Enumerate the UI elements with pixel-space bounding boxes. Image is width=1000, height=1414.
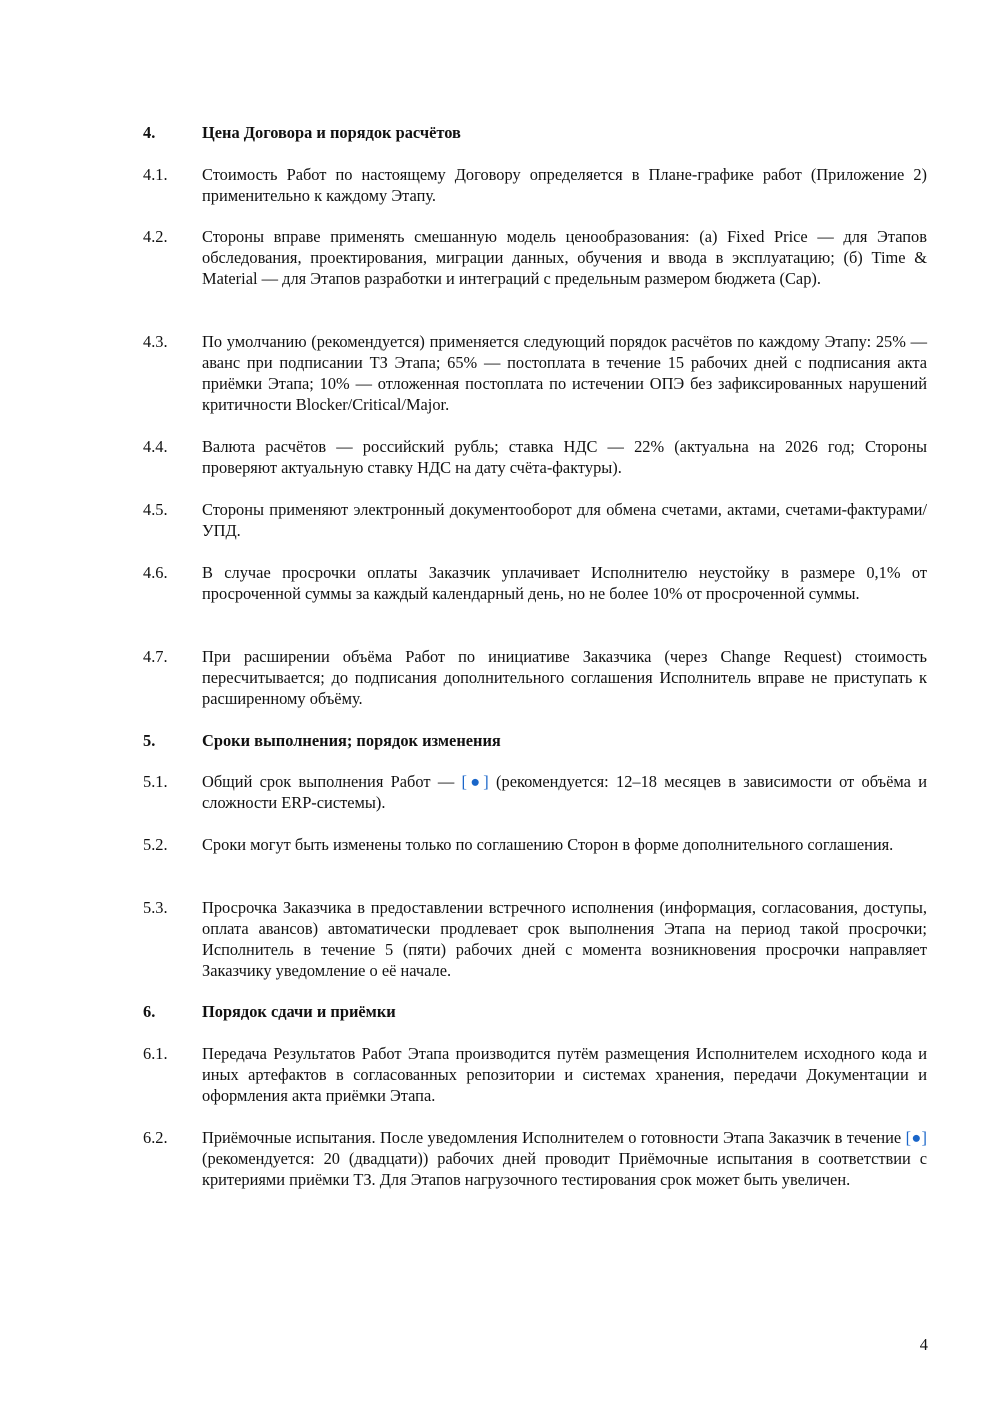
clause-text-before: Общий срок выполнения Работ — (202, 772, 462, 791)
clause-number: 4.2. (143, 227, 168, 246)
placeholder-marker: [●] (461, 772, 489, 791)
section-title: Сроки выполнения; порядок изменения (202, 731, 501, 750)
clause-text: По умолчанию (рекомендуется) применяется следующий порядок расчётов по каждому Этапу: 25% — аванс при подписании ТЗ Этапа; 65% — постоплата в течение 15 рабочих дней с подписания акта приёмки Этапа; 10% — отложенная постоплата по истечении ОПЭ без зафиксированных нарушений критичности Blocker/Critical/Major. (202, 332, 927, 414)
clause-text: Стороны применяют электронный документооборот для обмена счетами, актами, счетами-фактурами/УПД. (202, 500, 927, 540)
section-title: Порядок сдачи и приёмки (202, 1002, 396, 1021)
clause-text-before: Приёмочные испытания. После уведомления Исполнителем о готовности Этапа Заказчик в течение (202, 1128, 906, 1147)
page-number: 4 (919, 1335, 928, 1354)
clause-number: 6.2. (143, 1128, 168, 1147)
clause-text: Сроки могут быть изменены только по соглашению Сторон в форме дополнительного соглашения. (202, 835, 894, 854)
clause-text: Просрочка Заказчика в предоставлении встречного исполнения (информация, согласования, доступы, оплата авансов) автоматически продлевает срок выполнения Этапа на период такой просрочки; Исполнитель в течение 5 (пяти) рабочих дней с момента возникновения просрочки направляет Заказчику уведомление о её начале. (202, 898, 927, 980)
clause-number: 4.4. (143, 437, 168, 456)
clause-number: 4.5. (143, 500, 168, 519)
clause-text-after: (рекомендуется: 12–18 месяцев в зависимости от объёма и сложности ERP-системы). (202, 772, 927, 812)
clause-number: 4.7. (143, 647, 168, 666)
section-number: 4. (143, 123, 156, 142)
clause-text: Стоимость Работ по настоящему Договору определяется в Плане-графике работ (Приложение 2) применительно к каждому Этапу. (202, 165, 927, 205)
clause-number: 5.2. (143, 835, 168, 854)
section-number: 5. (143, 731, 156, 750)
clause-number: 5.3. (143, 898, 168, 917)
clause-number: 4.6. (143, 563, 168, 582)
clause-text: В случае просрочки оплаты Заказчик уплачивает Исполнителю неустойку в размере 0,1% от просроченной суммы за каждый календарный день, но не более 10% от просроченной суммы. (202, 563, 927, 603)
section-number: 6. (143, 1002, 156, 1021)
clause-number: 4.1. (143, 165, 168, 184)
clause-text: Передача Результатов Работ Этапа производится путём размещения Исполнителем исходного кода и иных артефактов в согласованных репозитории и системах хранения, передачи Документации и оформления акта приёмки Этапа. (202, 1044, 927, 1105)
clause-text-after: (рекомендуется: 20 (двадцати)) рабочих дней проводит Приёмочные испытания в соответствии с критериями приёмки ТЗ. Для Этапов нагрузочного тестирования срок может быть увеличен. (202, 1149, 927, 1189)
clause-number: 4.3. (143, 332, 168, 351)
clause-text (202, 771, 927, 813)
section-title: Цена Договора и порядок расчётов (202, 123, 461, 142)
clause-number: 6.1. (143, 1044, 168, 1063)
clause-text: При расширении объёма Работ по инициативе Заказчика (через Change Request) стоимость пересчитывается; до подписания дополнительного соглашения Исполнитель вправе не приступать к расширенному объёму. (202, 647, 927, 708)
clause-number: 5.1. (143, 772, 168, 791)
clause-text: Стороны вправе применять смешанную модель ценообразования: (а) Fixed Price — для Этапов обследования, проектирования, миграции данных, обучения и ввода в эксплуатацию; (б) Time & Material — для Этапов разработки и интеграций с предельным размером бюджета (Cap). (202, 227, 927, 288)
clause-text (202, 1127, 927, 1190)
clause-text: Валюта расчётов — российский рубль; ставка НДС — 22% (актуальна на 2026 год; Стороны проверяют актуальную ставку НДС на дату счёта-фактуры). (202, 437, 927, 477)
placeholder-marker: [●] (905, 1128, 927, 1147)
